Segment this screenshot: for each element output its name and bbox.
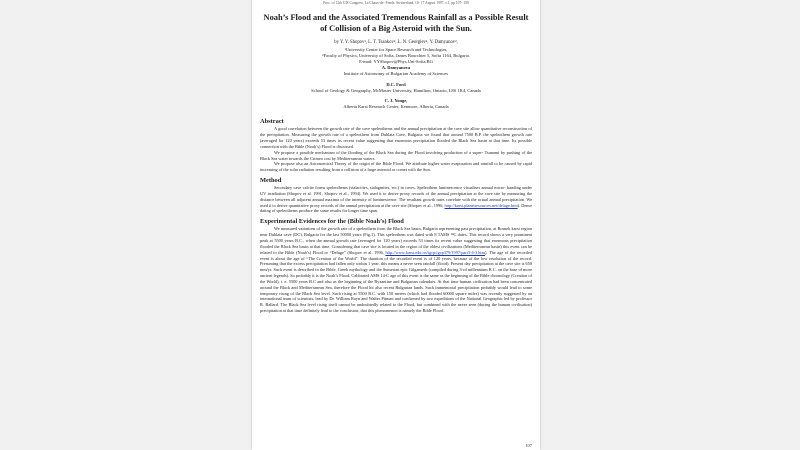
evidence-text-b: ). The age of the recorded event is about the age of “The Creation of the World”. The duration of the recorded event is of 120 years, because of the low resolution of the record. Presuming that the excess precipitation had fallen only within 1 year, this means a never seen rainfall (flood). Present day precipitation at the cave site is 650 mm/yr. Such event is described in the Bible, Greek mythology and the Sumerian epic Gilgamesh (compiled during 3-rd millennium B.C. on the base of more ancient legends). So probably it is the Noah’s Flood. Calibrated AMS 14-C age of this event is the same as the beginning of the Bible chronology (Creation of the World), i. e. 5500 years B.C and also as the beginning of the Byzantine and Bulgarian calendars. At that time human civilisation had been concentrated around the Black and Mediterranean Sea, therefore the Flood hit also recent Bulgarian lands. Such immemorial precipitation probably would lead to some temporary rising of the Black Sea level. Such rising at 5500 B.C. with 150 meters (which had flooded 60000 square miles) was recently suggested by an international team of scientists, lead by Dr. William Rayn and Walter Pitman and confirmed by two expeditions of the National Geographic led by professor R. Ballard. The Black Sea level rising itself cannot be undoubtedly related to the Flood, but combined with the never seen (during the human civilisation) precipitation at that time definitely lead to the conclusion, that this phenomenon is namely the Bible Flood. — [260, 249, 532, 314]
abstract-paragraph-1: A good correlation between the growth rate of the cave speleothems and the annual precipitation at the cave site allow quantitative reconstruction of the precipitation. Measuring the growth rate of a speleothem from Duhlata Cave, Bulgaria we found that around 7500 B.P. the speleothem growth rate (averaged for 120 years) exceeds 53 times its recent value suggesting that enormous precipitation flooded the Black Sea basin at that time. Its possible connection with the Bible (Noah’s) Flood is discussed. — [260, 126, 532, 149]
affiliation-yonge: Alberta Karst Research Center, Kenmore, Alberta, Canada — [343, 104, 449, 110]
author-list: by Y. Y. Shopov¹, L. T. Tsankov², L. N. Georgiev², Y. Damyanov², — [334, 40, 458, 45]
author-yonge: C. J. Yonge, — [384, 97, 408, 103]
evidence-text-a: We measured variations of the growth rate of a speleothem from the Black Sea basin, Bulgaria representing past precipitation, at Bosnek karst region near Duhlata cave (DC), Bulgaria for the last 50000 years (Fig.1). This speleothem was dated with 8 TAMS ¹⁴C dates. This record shows a very prominent peak at 5500 years B.C., when the annual growth rate (averaged for 120 years) exceeds 53 times its recent value suggesting that enormous precipitation flooded the Black Sea basin at that time. Considering that cave site is located in the region of the oldest civilizations (Mediterranean basin) this event can be related to the Bible (Noah’s) Flood or “Deluge” (Shopov et al. 1996, — [260, 226, 532, 255]
affiliation-2: ²Faculty of Physics, University of Sofia, James Bourchier 5, Sofia 1164, Bulgaria. — [322, 52, 470, 58]
proceedings-header: Proc. of 12th UIS Congress, La Chaux-de- Fonds, Switzerland, 10- 17 August 1997, v.1, pp 107- 109 — [323, 1, 469, 5]
abstract-paragraph-2: We propose a possible mechanism of the flooding of the Black Sea during the Flood involving production of a super- Tsunami by pushing of the Black Sea water towards the Crimea cost by Mediterranean waters. — [260, 149, 532, 161]
author-ford: D.C. Ford — [386, 81, 406, 87]
page-number: 107 — [525, 443, 532, 448]
author-damyanova: A. Damyanova — [381, 65, 411, 71]
method-heading: Method — [260, 177, 282, 185]
author-email: E-mail: YYShopov@Phys.Uni-Sofia.BG — [359, 58, 433, 64]
method-text: Secondary cave calcite forms speleothems (stalactites, stalagmites, etc.) in caves. Speleothem luminescence visualises annual micro- banding under UV irradiation (Shopov et al. 1991, Shopov et al., 1994). We used it to derive proxy records of the annual precipitation at the cave site by measuring the distance between all adjacent annual maxima of the intensity of luminescence. The resultant growth rates correlate with the actual annual precipitation. We used it to derive quantitative proxy records of the annual precipitation at the cave site (Shopov et al., 1996, — [260, 185, 532, 208]
method-link[interactable]: http://karst.planetresources.net/deluge.htm — [444, 202, 518, 208]
page-content — [252, 0, 540, 314]
affiliation-ford: School of Geology & Geography, McMaster University, Hamilton, Ontario, L8S 1K4, Canada — [311, 87, 481, 93]
evidence-link[interactable]: http://www.karst.edu.cn/igcp/igcp379/1997/part3-4-3.htm — [385, 249, 485, 255]
affiliation-damyanova: Institute of Astronomy of Bulgarian Academy of Sciences — [343, 71, 449, 77]
paper-title: Noah’s Flood and the Associated Tremendous Rainfall as a Possible Result of Collision of a Big Asteroid with the Sun. — [263, 13, 529, 33]
method-paragraph — [260, 185, 532, 214]
abstract-paragraph-3: We propose also an Astronomical Theory of the origin of the Bible Flood. We attribute higher water evaporation and rainfall to be caused by rapid increasing of the solar radiation resulting from a collision of a large asteroid or comet with the Sun. — [260, 161, 532, 173]
method-text-end: ). Dense dating of speleothems produce the same results for longer time span. — [260, 202, 532, 214]
evidence-paragraph — [260, 226, 532, 314]
paper-page — [252, 0, 540, 450]
evidence-heading: Experimental Evidences for the (Bible Noah’s) Flood — [260, 218, 404, 226]
abstract-heading: Abstract — [260, 118, 284, 126]
affiliation-1: ¹University Center for Space Research and Technologies, — [344, 46, 448, 52]
